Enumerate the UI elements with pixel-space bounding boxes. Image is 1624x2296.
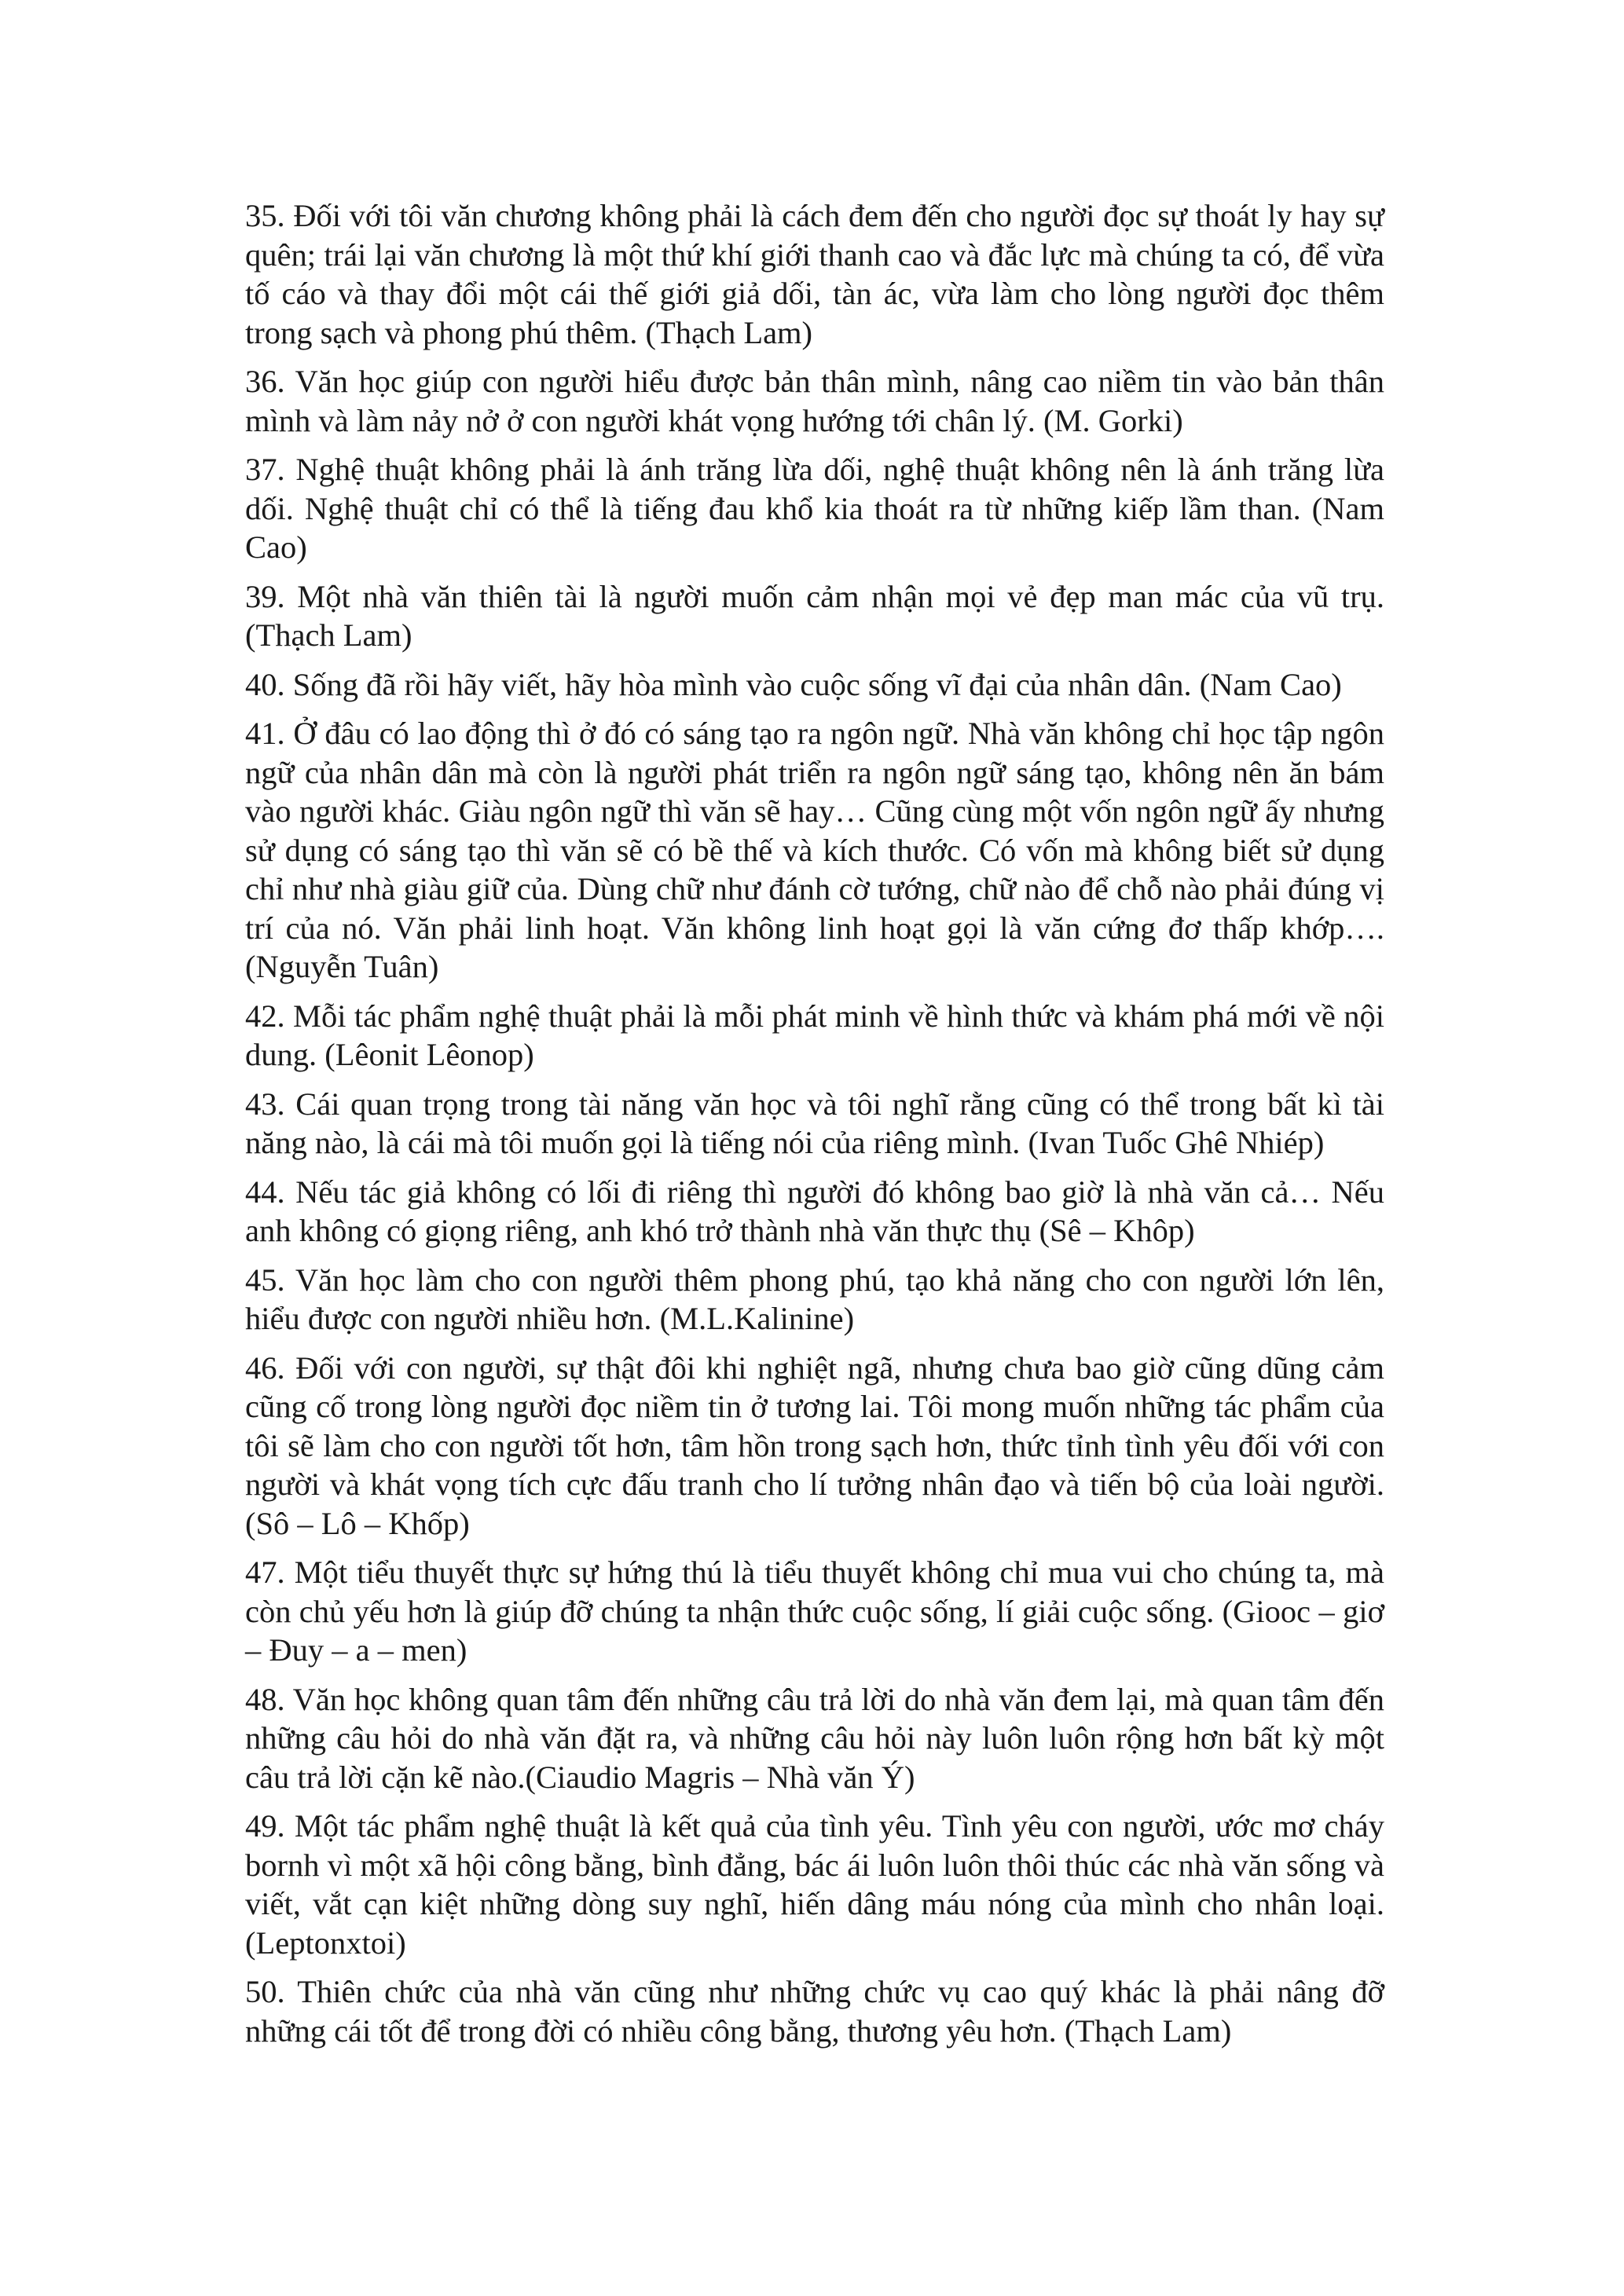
quote-42: 42. Mỗi tác phẩm nghệ thuật phải là mỗi phát minh về hình thức và khám phá mới về nội dung. (Lêonit Lêonop) (245, 998, 1384, 1072)
quote-43: 43. Cái quan trọng trong tài năng văn học và tôi nghĩ rằng cũng có thể trong bất kì tài năng nào, là cái mà tôi muốn gọi là tiếng nói của riêng mình. (Ivan Tuốc Ghê Nhiép) (245, 1086, 1384, 1160)
quote-45: 45. Văn học làm cho con người thêm phong phú, tạo khả năng cho con người lớn lên, hiểu được con người nhiều hơn. (M.L.Kalinine) (245, 1262, 1384, 1336)
quote-50: 50. Thiên chức của nhà văn cũng như những chức vụ cao quý khác là phải nâng đỡ những cái tốt để trong đời có nhiều công bằng, thương yêu hơn. (Thạch Lam) (245, 1974, 1384, 2049)
quote-39: 39. Một nhà văn thiên tài là người muốn cảm nhận mọi vẻ đẹp man mác của vũ trụ. (Thạch Lam) (245, 578, 1384, 653)
quote-35: 35. Đối với tôi văn chương không phải là cách đem đến cho người đọc sự thoát ly hay sự quên; trái lại văn chương là một thứ khí giới thanh cao và đắc lực mà chúng ta có, để vừa tố cáo và thay đổi một cái thế giới giả dối, tàn ác, vừa làm cho lòng người đọc thêm trong sạch và phong phú thêm. (Thạch Lam) (245, 198, 1384, 350)
quote-46: 46. Đối với con người, sự thật đôi khi nghiệt ngã, nhưng chưa bao giờ cũng dũng cảm cũng cố trong lòng người đọc niềm tin ở tương lai. Tôi mong muốn những tác phẩm của tôi sẽ làm cho con người tốt hơn, tâm hồn trong sạch hơn, thức tỉnh tình yêu đối với con người và khát vọng tích cực đấu tranh cho lí tưởng nhân đạo và tiến bộ của loài người. (Sô – Lô – Khốp) (245, 1349, 1384, 1541)
quote-41: 41. Ở đâu có lao động thì ở đó có sáng tạo ra ngôn ngữ. Nhà văn không chỉ học tập ngôn ngữ của nhân dân mà còn là người phát triển ra ngôn ngữ sáng tạo, không nên ăn bám vào người khác. Giàu ngôn ngữ thì văn sẽ hay… Cũng cùng một vốn ngôn ngữ ấy nhưng sử dụng có sáng tạo thì văn sẽ có bề thế và kích thước. Có vốn mà không biết sử dụng chỉ như nhà giàu giữ của. Dùng chữ như đánh cờ tướng, chữ nào để chỗ nào phải đúng vị trí của nó. Văn phải linh hoạt. Văn không linh hoạt gọi là văn cứng đơ thấp khớp…. (Nguyễn Tuân) (245, 716, 1384, 984)
quote-36: 36. Văn học giúp con người hiểu được bản thân mình, nâng cao niềm tin vào bản thân mình và làm nảy nở ở con người khát vọng hướng tới chân lý. (M. Gorki) (245, 364, 1384, 438)
quote-48: 48. Văn học không quan tâm đến những câu trả lời do nhà văn đem lại, mà quan tâm đến những câu hỏi do nhà văn đặt ra, và những câu hỏi này luôn luôn rộng hơn bất kỳ một câu trả lời cặn kẽ nào.(Ciaudio Magris – Nhà văn Ý) (245, 1681, 1384, 1795)
quote-44: 44. Nếu tác giả không có lối đi riêng thì người đó không bao giờ là nhà văn cả… Nếu anh không có giọng riêng, anh khó trở thành nhà văn thực thụ (Sê – Khôp) (245, 1174, 1384, 1248)
document-page (245, 196, 1384, 2060)
quote-37: 37. Nghệ thuật không phải là ánh trăng lừa dối, nghệ thuật không nên là ánh trăng lừa dối. Nghệ thuật chỉ có thể là tiếng đau khổ kia thoát ra từ những kiếp lầm than. (Nam Cao) (245, 452, 1384, 565)
quote-49: 49. Một tác phẩm nghệ thuật là kết quả của tình yêu. Tình yêu con người, ước mơ cháy bornh vì một xã hội công bằng, bình đẳng, bác ái luôn luôn thôi thúc các nhà văn sống và viết, vắt cạn kiệt những dòng suy nghĩ, hiến dâng máu nóng của mình cho nhân loại. (Leptonxtoi) (245, 1808, 1384, 1961)
quote-47: 47. Một tiểu thuyết thực sự hứng thú là tiểu thuyết không chỉ mua vui cho chúng ta, mà còn chủ yếu hơn là giúp đỡ chúng ta nhận thức cuộc sống, lí giải cuộc sống. (Giooc – giơ – Đuy – a – men) (245, 1554, 1384, 1668)
quote-40: 40. Sống đã rồi hãy viết, hãy hòa mình vào cuộc sống vĩ đại của nhân dân. (Nam Cao) (245, 666, 1342, 702)
